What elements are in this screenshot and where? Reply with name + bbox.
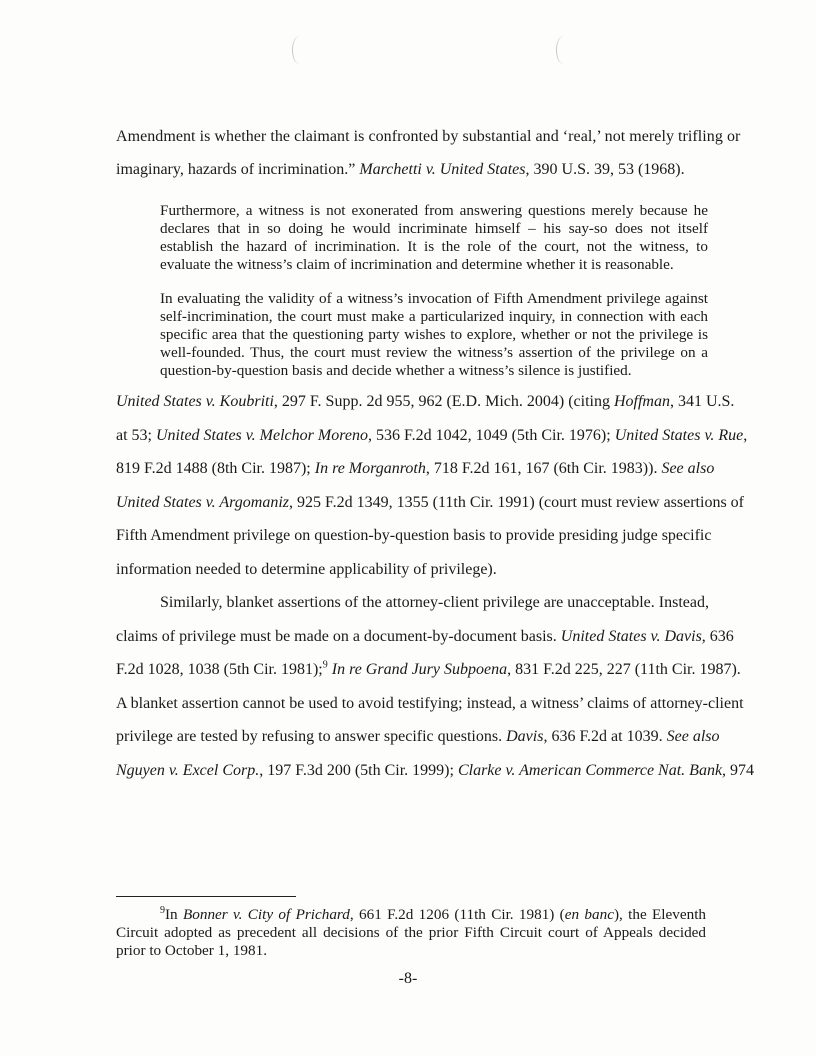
text-line-content: 819 F.2d 1488 (8th Cir. 1987); In re Morganroth, 718 F.2d 161, 167 (6th Cir. 1983)). See also [116,460,715,477]
hole-punch-mark [292,36,307,64]
text-line-content: privilege are tested by refusing to answer specific questions. Davis, 636 F.2d at 1039. See also [116,728,720,745]
text-line-content: claims of privilege must be made on a document-by-document basis. United States v. Davis, 636 [116,627,734,645]
text-line [116,428,747,444]
footnote-text: $^9$In Bonner v. City of Prichard, 661 F.2d 1206 (11th Cir. 1981) (en banc), the Eleventh Circuit adopted as precedent all decisions of the prior Fifth Circuit court of Appeals decided prior to October 1, 1981. [116,904,707,959]
text-line-1-content: Amendment is whether the claimant is confronted by substantial and ‘real,’ not merely trifling or [116,128,741,145]
text-line-1 [116,129,740,145]
text-line-content: Nguyen v. Excel Corp., 197 F.3d 200 (5th Cir. 1999); Clarke v. American Commerce Nat. Bank, 974 [116,761,755,779]
footnote-rule [116,896,296,897]
text-line-content: information needed to determine applicability of privilege). [116,560,497,578]
text-line-content: United States v. Argomaniz, 925 F.2d 1349, 1355 (11th Cir. 1991) (court must review assertions of [116,493,744,511]
text-line-content: Fifth Amendment privilege on question-by-question basis to provide presiding judge specific [116,527,712,544]
text-line-content: at 53; United States v. Melchor Moreno, 536 F.2d 1042, 1049 (5th Cir. 1976); United States v. Rue, [116,426,748,444]
text-line-content: F.2d 1028, 1038 (5th Cir. 1981);$^9$ In re Grand Jury Subpoena, 831 F.2d 225, 227 (11th Cir. 1987). [116,659,741,678]
text-line-content: A blanket assertion cannot be used to avoid testifying; instead, a witness’ claims of attorney-client [116,694,744,712]
text-line [116,696,744,712]
text-line [116,562,497,578]
text-line [116,763,754,779]
text-line [116,461,714,477]
text-line [160,595,709,611]
text-line-content: United States v. Koubriti, 297 F. Supp. 2d 955, 962 (E.D. Mich. 2004) (citing Hoffman, 341 U.S. [116,393,735,410]
text-line [116,528,711,544]
hole-punch-mark [556,36,571,64]
page-number: -8- [398,970,418,987]
text-line-2 [116,162,685,178]
text-line [116,495,744,511]
text-line-2-content: imaginary, hazards of incrimination.” Marchetti v. United States, 390 U.S. 39, 53 (1968). [116,161,685,178]
quote-paragraph-2: In evaluating the validity of a witness’s invocation of Fifth Amendment privilege against self-incrimination, the court must make a particularized inquiry, in connection with each specific area that the questioning party wishes to explore, whether or not the privilege is well-founded. Thus, the court must review the witness’s assertion of the privilege on a question-by-question basis and decide whether a witness’s silence is justified. [160,290,708,379]
block-quote [160,202,708,380]
text-line [116,729,719,745]
text-line [116,629,734,645]
text-line-content: Similarly, blanket assertions of the attorney-client privilege are unacceptable. Instead, [160,594,709,611]
quote-paragraph-1: Furthermore, a witness is not exonerated from answering questions merely because he declares that in so doing he would incriminate himself – his say-so does not itself establish the hazard of incrimination. It is the role of the court, not the witness, to evaluate the witness’s claim of incrimination and determine whether it is reasonable. [160,202,708,273]
text-line [116,659,741,678]
text-line [116,394,734,410]
footnote [116,906,706,960]
